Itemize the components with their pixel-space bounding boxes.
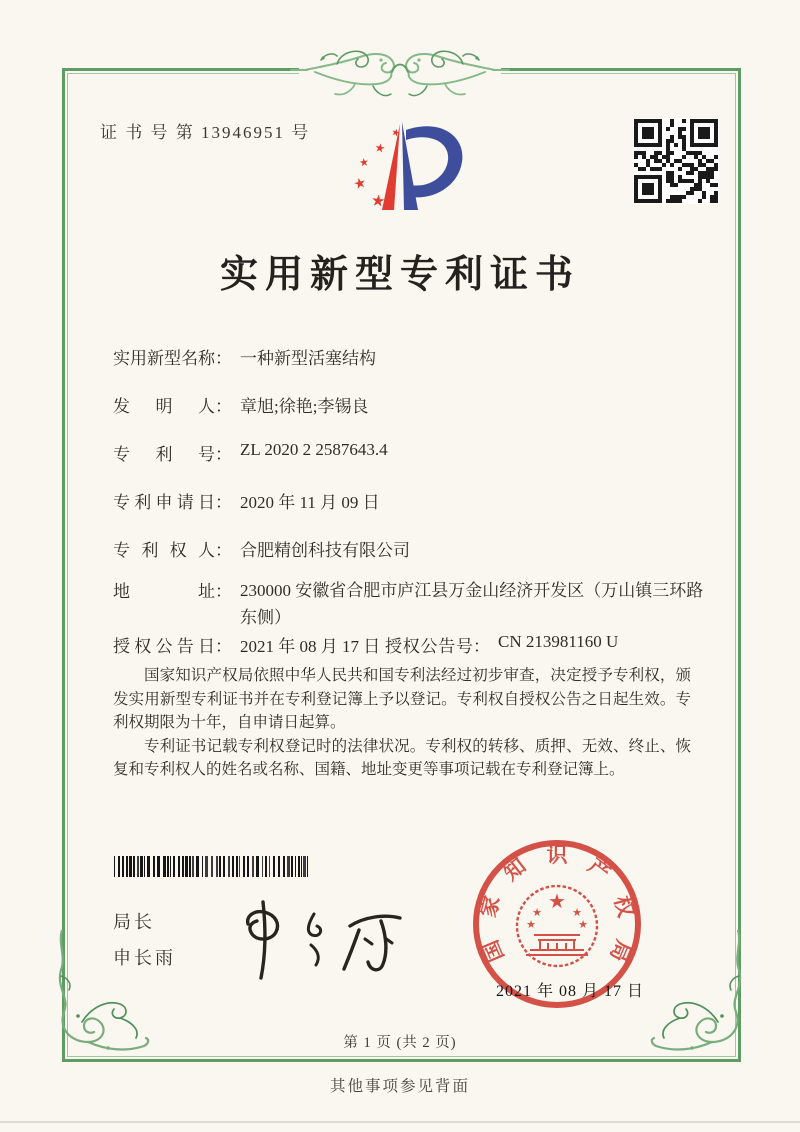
certificate-number: 证 书 号 第 13946951 号 [100, 123, 311, 142]
field-value: 2020 年 11 月 09 日 [240, 493, 380, 512]
qr-code [633, 118, 719, 204]
field-value: 230000 安徽省合肥市庐江县万金山经济开发区（万山镇三环路东侧） [240, 581, 704, 627]
seal-char: 局 [605, 936, 636, 966]
svg-text:★: ★ [526, 918, 536, 931]
barcode [112, 856, 312, 877]
cnipa-logo-icon [352, 110, 480, 218]
field-row-patent-number: 专利号 ： ZL 2020 2 2587643.4 [113, 440, 388, 464]
field-label: 专利号 [113, 445, 215, 464]
page-number: 第 1 页 (共 2 页) [343, 1035, 457, 1051]
field-row-patentee: 专利权人 ： 合肥精创科技有限公司 [113, 536, 410, 561]
field-label: 授权公告日 [113, 637, 215, 656]
seal-char: 识 [546, 843, 568, 867]
national-emblem-icon [526, 889, 588, 931]
svg-text:★: ★ [370, 190, 387, 211]
director-title: 局长 [113, 912, 155, 932]
director-name: 申长雨 [113, 948, 176, 968]
seal-char: 国 [478, 936, 509, 966]
seal-char: 知 [499, 853, 531, 886]
svg-text:★: ★ [389, 126, 402, 141]
top-flourish-ornament-icon [285, 36, 515, 104]
field-label: 授权公告号 [385, 637, 473, 656]
field-value: ZL 2020 2 2587643.4 [240, 440, 388, 459]
field-value: 2021 年 08 月 17 日 [240, 637, 381, 656]
svg-text:★: ★ [572, 906, 582, 919]
field-label: 专利申请日 [113, 493, 215, 512]
svg-text:★: ★ [532, 906, 542, 919]
field-label: 专利权人 [113, 541, 215, 560]
field-value: 章旭;徐艳;李锡良 [240, 397, 369, 416]
field-value: 一种新型活塞结构 [240, 349, 376, 368]
svg-text:★: ★ [373, 140, 387, 156]
field-value: 合肥精创科技有限公司 [240, 541, 410, 560]
svg-text:★: ★ [358, 155, 370, 170]
tiananmen-icon [526, 935, 588, 955]
field-row-filing-date: 专利申请日 ： 2020 年 11 月 09 日 [113, 488, 380, 513]
director-signature [232, 890, 417, 985]
seal-char: 权 [609, 893, 639, 920]
seal-date: 2021 年 08 月 17 日 [496, 983, 645, 1000]
legal-text [113, 664, 691, 782]
svg-text:★: ★ [578, 918, 588, 931]
legal-paragraph-1: 国家知识产权局依照中华人民共和国专利法经过初步审查，决定授予专利权，颁发实用新型专利证书并在专利登记簿上予以登记。专利权自授权公告之日起生效。专利权期限为十年，自申请日起算。 [113, 667, 691, 731]
svg-text:★: ★ [352, 174, 369, 194]
seal-char: 产 [583, 853, 615, 886]
certificate-title: 实用新型专利证书 [219, 254, 580, 296]
seal-char: 家 [475, 893, 505, 920]
field-row-address: 地址 ： 230000 安徽省合肥市庐江县万金山经济开发区（万山镇三环路东侧） [113, 577, 718, 631]
field-label: 地址 [113, 582, 215, 601]
field-row-grant-number: 授权公告号 ： CN 213981160 U [385, 632, 619, 656]
field-value: CN 213981160 U [498, 632, 619, 651]
legal-paragraph-2: 专利证书记载专利权登记时的法律状况。专利权的转移、质押、无效、终止、恢复和专利权人的姓名或名称、国籍、地址变更等事项记载在专利登记簿上。 [113, 737, 691, 778]
field-row-name: 实用新型名称 ： 一种新型活塞结构 [113, 344, 376, 369]
field-row-inventors: 发明人 ： 章旭;徐艳;李锡良 [113, 392, 368, 417]
field-label: 实用新型名称 [113, 349, 215, 368]
scan-bottom-edge [0, 1121, 800, 1123]
svg-text:★: ★ [548, 889, 566, 913]
back-note: 其他事项参见背面 [329, 1078, 470, 1095]
field-label: 发明人 [113, 397, 215, 416]
field-row-grant-date: 授权公告日 ： 2021 年 08 月 17 日 [113, 632, 380, 657]
